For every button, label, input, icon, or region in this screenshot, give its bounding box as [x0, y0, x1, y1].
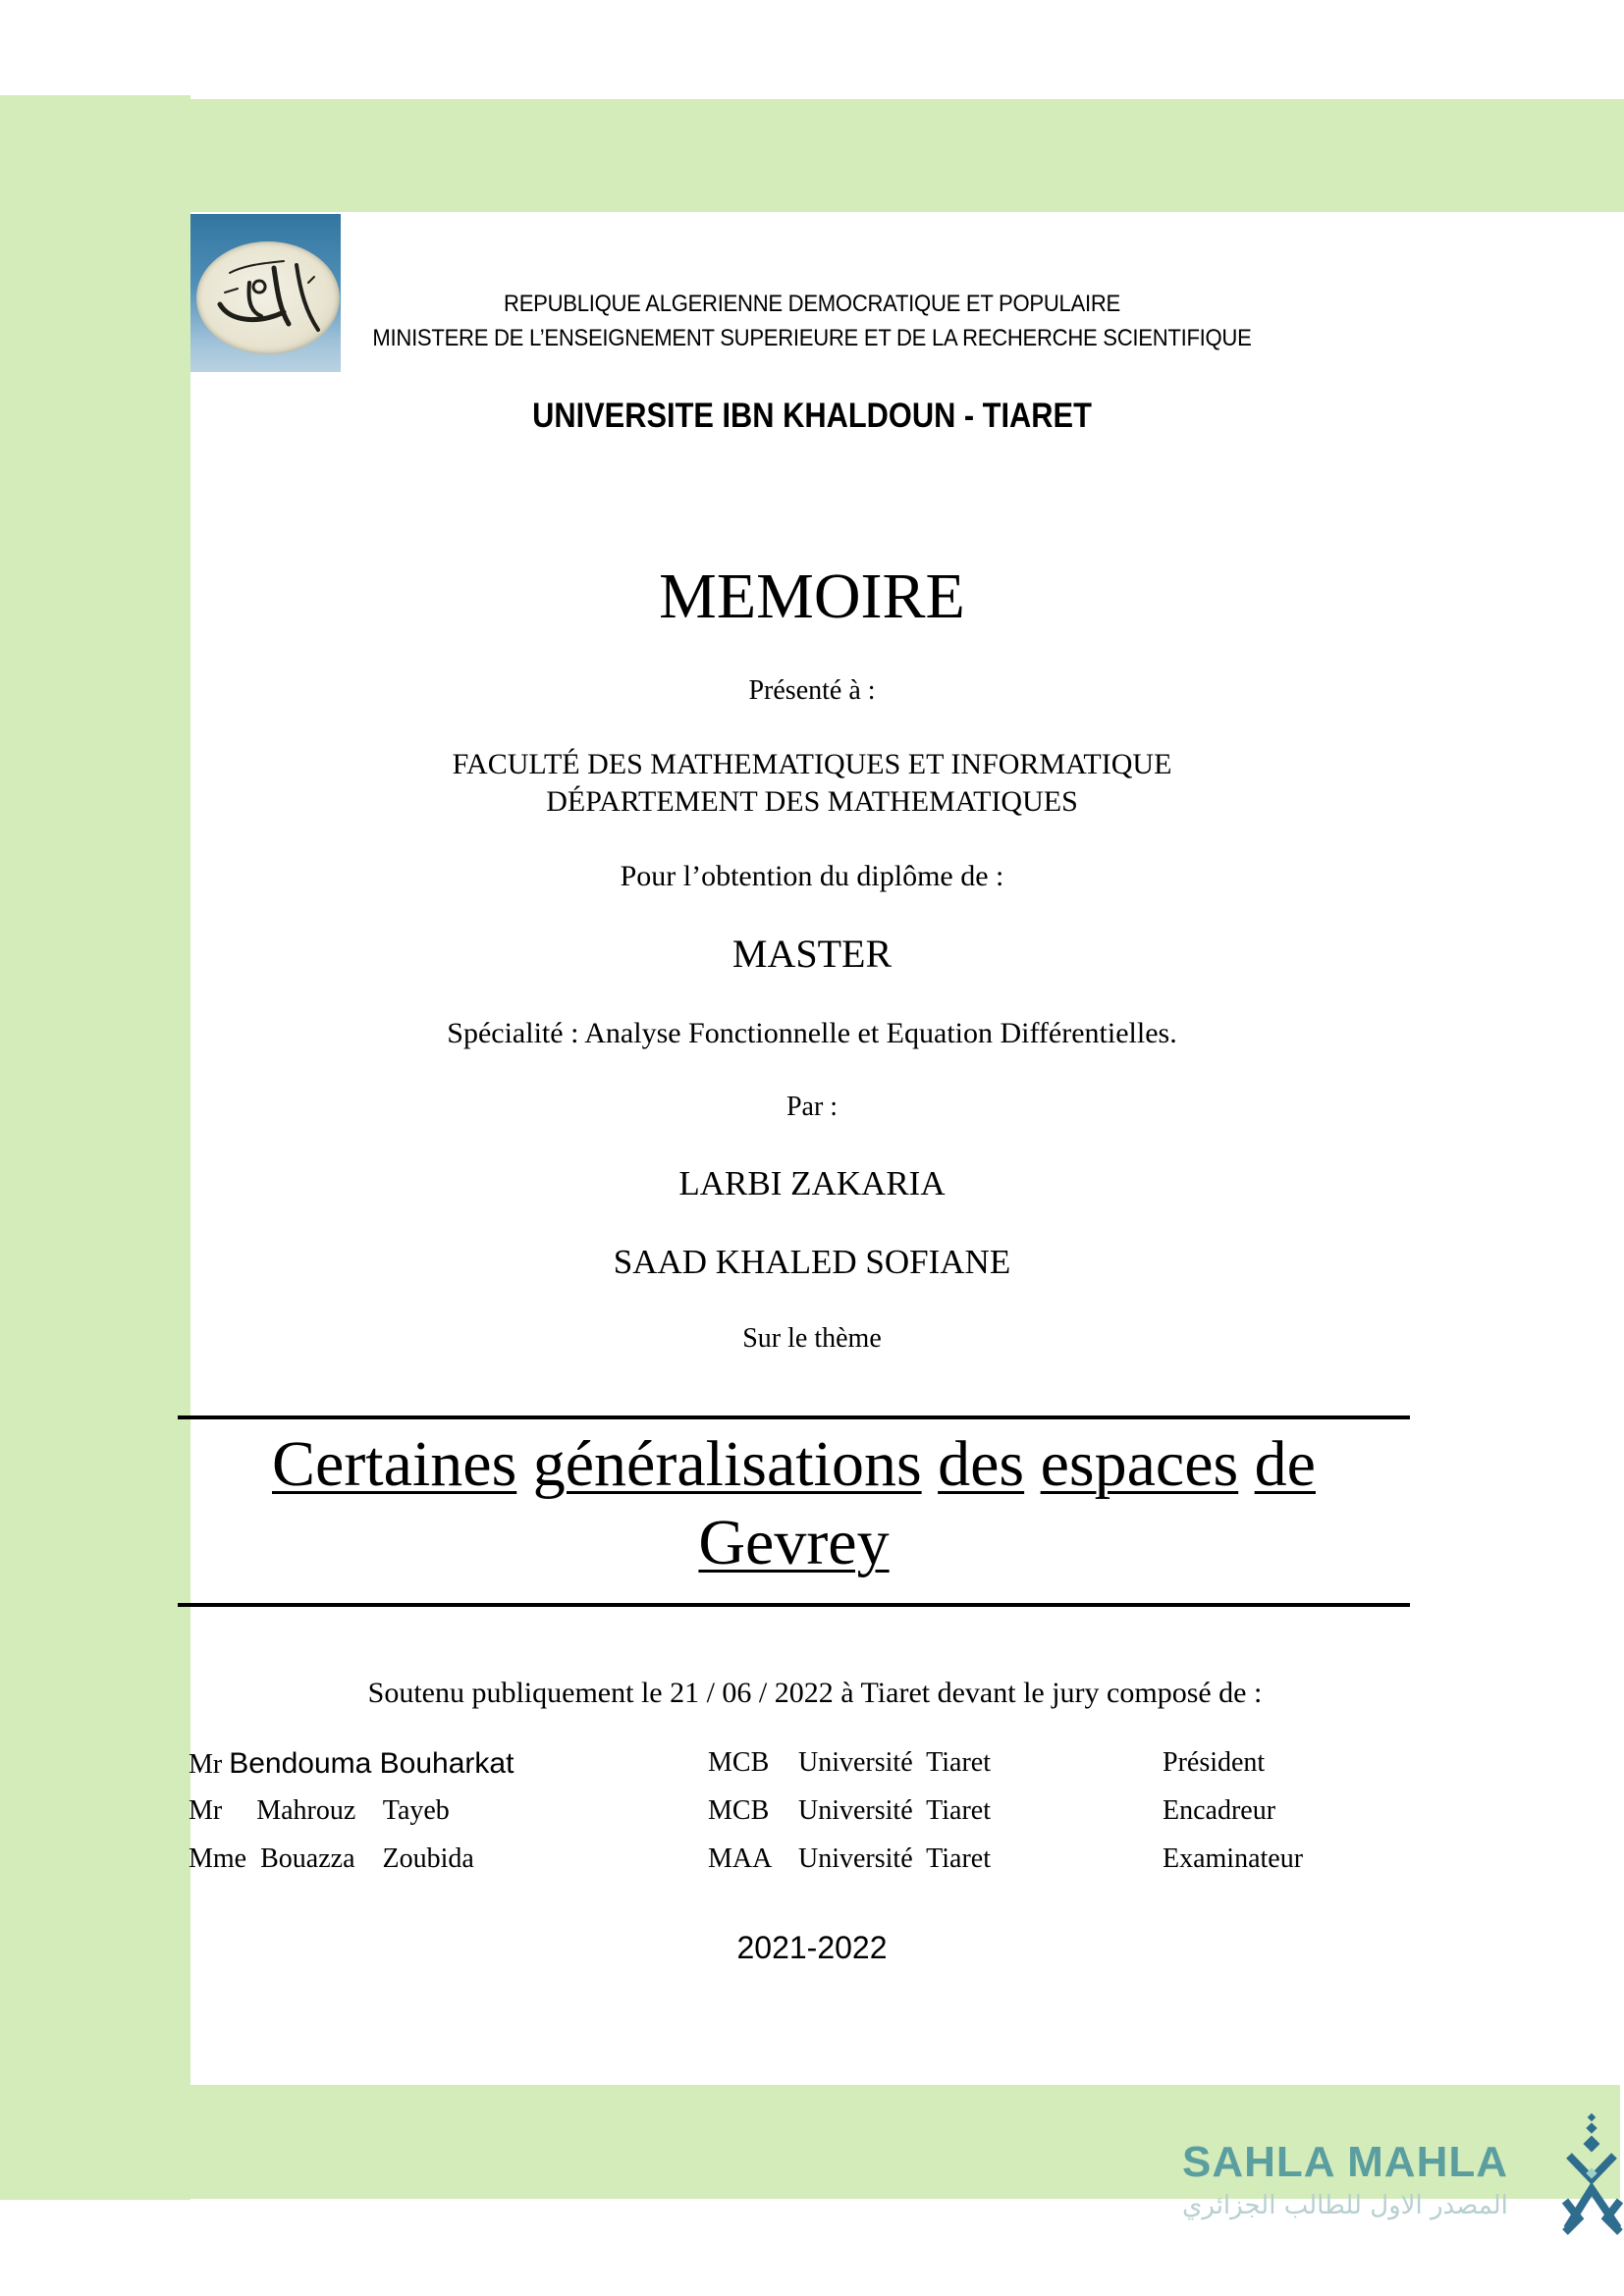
republic-heading: REPUBLIQUE ALGERIENNE DEMOCRATIQUE ET POPULAIRE — [504, 291, 1120, 317]
jury-role: Encadreur — [1163, 1795, 1276, 1826]
jury-table — [189, 1747, 1367, 1892]
jury-member — [189, 1795, 450, 1827]
university-name: UNIVERSITE IBN KHALDOUN - TIARET — [532, 397, 1092, 435]
jury-row — [189, 1747, 1367, 1795]
jury-row — [189, 1795, 1367, 1843]
watermark-brand: SAHLA MAHLA — [1182, 2138, 1508, 2186]
jury-grade: MAA — [708, 1843, 773, 1874]
jury-title: Mme — [189, 1843, 247, 1874]
jury-grade: MCB — [708, 1795, 770, 1826]
theme-label: Sur le thème — [742, 1323, 882, 1354]
jury-institution: Université Tiaret — [798, 1747, 991, 1778]
jury-grade: MCB — [708, 1747, 770, 1778]
document-type-title: MEMOIRE — [659, 561, 965, 632]
title-word: de — [1254, 1428, 1316, 1500]
sahla-mahla-watermark — [1178, 2110, 1624, 2238]
jury-institution: Université Tiaret — [798, 1843, 991, 1874]
title-word: Certaines — [272, 1428, 517, 1500]
title-word: des — [938, 1428, 1025, 1500]
degree-name: MASTER — [731, 932, 893, 976]
title-word: Gevrey — [698, 1507, 890, 1578]
jury-name: Bouazza Zoubida — [260, 1843, 474, 1874]
faculty-name: FACULTÉ DES MATHEMATIQUES ET INFORMATIQUE — [452, 748, 1172, 780]
author-name: SAAD KHALED SOFIANE — [613, 1243, 1011, 1281]
title-word: généralisations — [532, 1428, 922, 1500]
jury-institution: Université Tiaret — [798, 1795, 991, 1826]
presented-to-label: Présenté à : — [748, 675, 876, 706]
jury-row — [189, 1843, 1367, 1892]
academic-year: 2021-2022 — [736, 1930, 888, 1965]
thesis-title — [178, 1425, 1410, 1582]
jury-name: Bendouma Bouharkat — [229, 1747, 514, 1780]
jury-name: Mahrouz Tayeb — [256, 1795, 450, 1826]
by-label: Par : — [785, 1092, 839, 1122]
degree-purpose-label: Pour l’obtention du diplôme de : — [620, 860, 1004, 892]
jury-member — [189, 1843, 474, 1875]
jury-role: Président — [1163, 1747, 1266, 1778]
jury-title: Mr — [189, 1749, 223, 1780]
department-name: DÉPARTEMENT DES MATHEMATIQUES — [546, 785, 1078, 818]
title-rule-top — [178, 1415, 1410, 1419]
jury-role: Examinateur — [1163, 1843, 1304, 1874]
speciality-line: Spécialité : Analyse Fonctionnelle et Equation Différentielles. — [447, 1017, 1177, 1049]
jury-title: Mr — [189, 1795, 223, 1826]
title-rule-bottom — [178, 1603, 1410, 1607]
green-band-top — [190, 99, 1624, 212]
watermark-tagline: المصدر الاول للطالب الجزائري — [1182, 2191, 1508, 2220]
university-seal-icon — [190, 214, 341, 372]
title-word: espaces — [1040, 1428, 1239, 1500]
jury-member — [189, 1747, 514, 1781]
sahla-mahla-logo-icon — [1561, 2110, 1624, 2238]
defense-statement: Soutenu publiquement le 21 / 06 / 2022 à Tiaret devant le jury composé de : — [367, 1677, 1263, 1709]
ministry-heading: MINISTERE DE L’ENSEIGNEMENT SUPERIEURE ET DE LA RECHERCHE SCIENTIFIQUE — [372, 325, 1252, 351]
author-name: LARBI ZAKARIA — [678, 1164, 946, 1202]
